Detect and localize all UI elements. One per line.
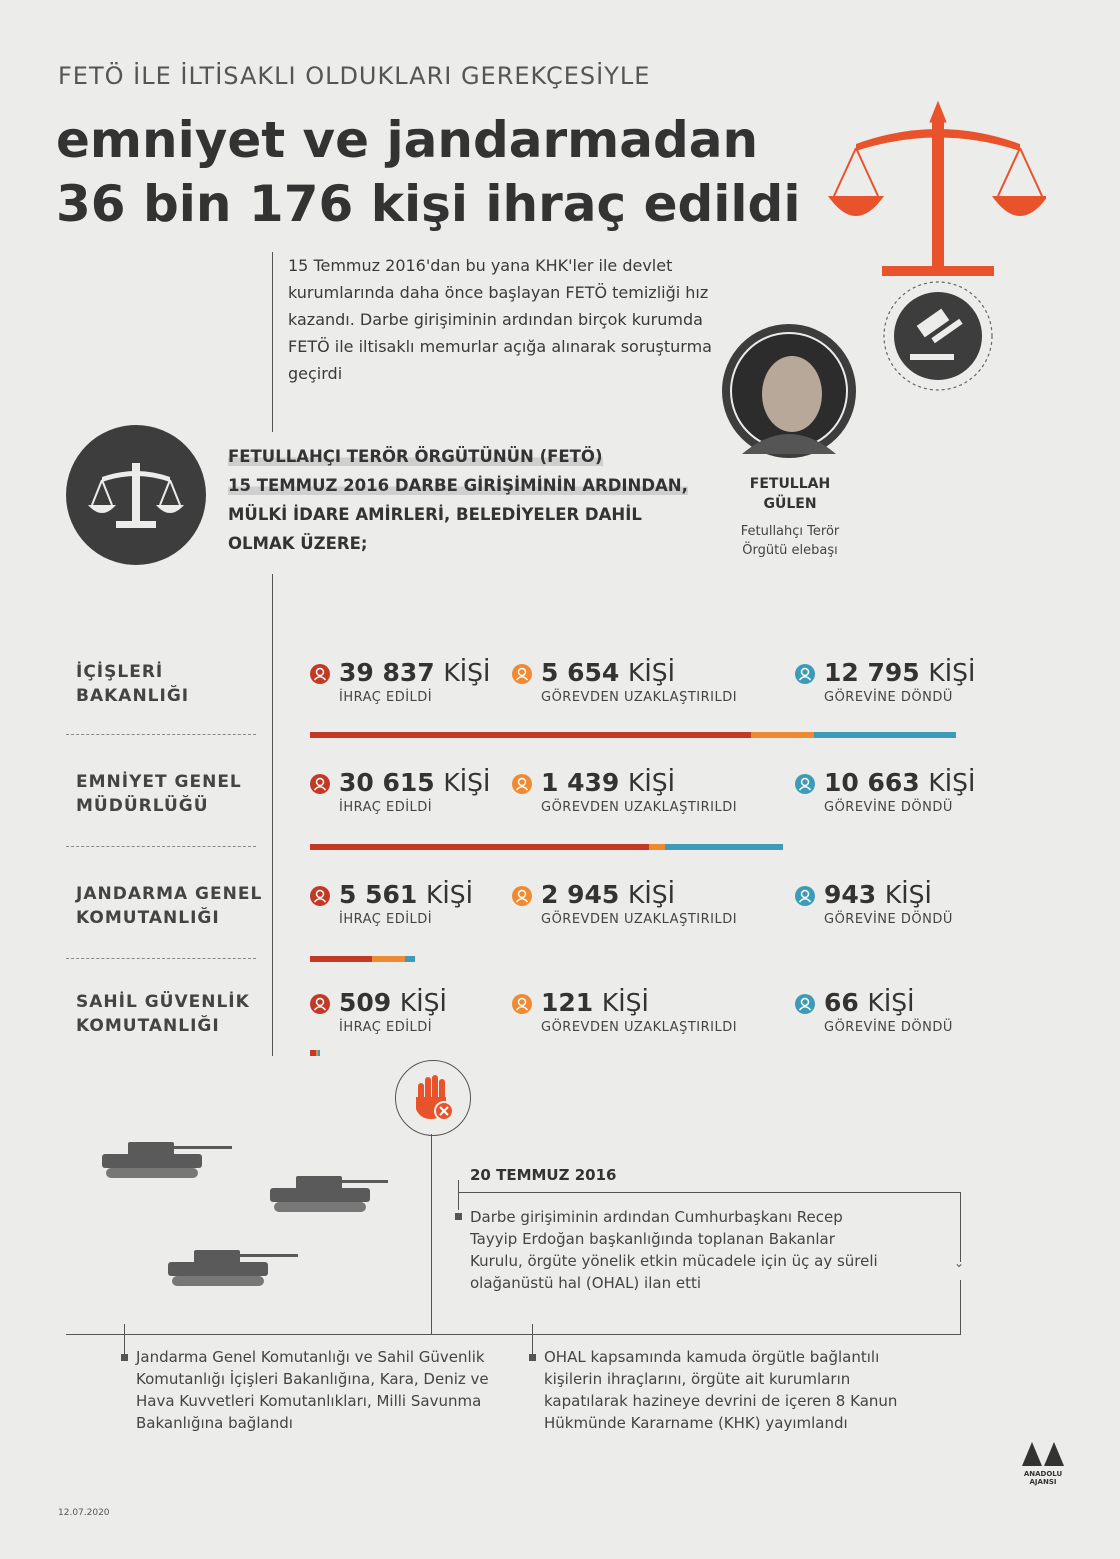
stat-returned-label: GÖREVİNE DÖNDÜ <box>824 912 953 927</box>
stat-unit: KİŞİ <box>628 768 676 797</box>
timeline-line <box>960 1280 961 1334</box>
stat-number: 12 795 <box>824 658 920 687</box>
person-portrait-icon <box>722 324 856 458</box>
stat-unit: KİŞİ <box>928 768 976 797</box>
row-label-line: MÜDÜRLÜĞÜ <box>76 796 209 816</box>
stat-suspended-value <box>541 988 649 1017</box>
tank-icon <box>102 1142 232 1178</box>
stat-unit: KİŞİ <box>443 658 491 687</box>
stat-number: 39 837 <box>339 658 435 687</box>
bar-segment-returned <box>665 844 783 850</box>
row-label-line: KOMUTANLIĞI <box>76 908 220 928</box>
feto-line-1: FETULLAHÇI TERÖR ÖRGÜTÜNÜN (FETÖ) <box>228 447 603 466</box>
stat-dismissed-value <box>339 658 490 687</box>
timeline-line <box>458 1180 459 1210</box>
bullet-icon <box>529 1354 536 1361</box>
stat-suspended-label: GÖREVDEN UZAKLAŞTIRILDI <box>541 1020 738 1035</box>
row-label-line: KOMUTANLIĞI <box>76 1016 220 1036</box>
stat-unit: KİŞİ <box>884 880 932 909</box>
bullet-icon <box>121 1354 128 1361</box>
person-icon <box>795 886 815 906</box>
timeline-event-khk: OHAL kapsamında kamuda örgütle bağlantılı kişilerin ihraçlarını, örgüte ait kurumların kapatılarak hazineye devrini de içeren 8 Kanun Hükmünde Kararname (KHK) yayımlandı <box>544 1348 898 1432</box>
stat-unit: KİŞİ <box>443 768 491 797</box>
tanks-illustration <box>98 1128 388 1298</box>
stacked-bar <box>310 844 783 850</box>
person-icon <box>512 664 532 684</box>
stat-dismissed-value <box>339 880 473 909</box>
divider-line <box>272 252 273 432</box>
stat-dismissed-value <box>339 768 490 797</box>
stat-suspended-value <box>541 768 675 797</box>
stat-suspended-value <box>541 658 675 687</box>
stat-returned-label: GÖREVİNE DÖNDÜ <box>824 1020 953 1035</box>
row-label-line: BAKANLIĞI <box>76 686 190 706</box>
timeline-line <box>66 1334 961 1335</box>
person-role: Fetullahçı Terör Örgütü elebaşı <box>740 524 840 558</box>
person-icon <box>512 886 532 906</box>
person-icon <box>795 994 815 1014</box>
timeline-event-restructure: Jandarma Genel Komutanlığı ve Sahil Güvenlik Komutanlığı İçişleri Bakanlığına, Kara, Deniz ve Hava Kuvvetleri Komutanlıkları, Milli Savunma Bakanlığına bağlandı <box>136 1348 489 1432</box>
stat-unit: KİŞİ <box>399 988 447 1017</box>
bar-segment-returned <box>814 732 956 738</box>
stat-number: 66 <box>824 988 859 1017</box>
stat-number: 2 945 <box>541 880 620 909</box>
bar-segment-suspended <box>751 732 814 738</box>
timeline-line <box>960 1192 961 1262</box>
timeline-line <box>458 1192 960 1193</box>
person-icon <box>310 774 330 794</box>
bar-segment-dismissed <box>310 732 751 738</box>
row-label-line: EMNİYET GENEL <box>76 772 242 792</box>
feto-line-3: MÜLKİ İDARE AMİRLERİ, BELEDİYELER DAHİL <box>228 505 642 524</box>
bullet-icon <box>455 1213 462 1220</box>
person-icon <box>310 994 330 1014</box>
feto-line-4: OLMAK ÜZERE; <box>228 534 368 553</box>
person-icon <box>795 774 815 794</box>
agency-name: ANADOLU AJANSI <box>1023 1470 1063 1486</box>
row-label <box>76 770 276 818</box>
stat-number: 5 654 <box>541 658 620 687</box>
tank-icon <box>168 1250 298 1286</box>
stat-returned-label: GÖREVİNE DÖNDÜ <box>824 690 953 705</box>
stat-unit: KİŞİ <box>628 658 676 687</box>
person-name: FETULLAH GÜLEN <box>749 476 831 512</box>
person-icon <box>795 664 815 684</box>
agency-logo <box>1018 1438 1068 1486</box>
stat-dismissed-label: İHRAÇ EDİLDİ <box>339 690 433 705</box>
stat-returned-value <box>824 658 975 687</box>
aa-logo-icon <box>1018 1438 1068 1468</box>
stat-unit: KİŞİ <box>867 988 915 1017</box>
stat-number: 5 561 <box>339 880 418 909</box>
page-title: emniyet ve jandarmadan 36 bin 176 kişi ihraç edildi <box>56 111 801 233</box>
person-icon <box>512 994 532 1014</box>
timeline-line <box>431 1134 432 1334</box>
timeline-date: 20 TEMMUZ 2016 <box>470 1166 617 1184</box>
stat-number: 30 615 <box>339 768 435 797</box>
footer-date: 12.07.2020 <box>58 1508 110 1518</box>
stacked-bar <box>310 732 956 738</box>
row-label-line: İÇİŞLERİ <box>76 662 164 682</box>
bar-segment-suspended <box>372 956 405 962</box>
stat-unit: KİŞİ <box>426 880 474 909</box>
subtitle: FETÖ İLE İLTİSAKLI OLDUKLARI GEREKÇESİYLE <box>58 62 651 90</box>
stat-suspended-label: GÖREVDEN UZAKLAŞTIRILDI <box>541 912 738 927</box>
bar-segment-dismissed <box>310 844 649 850</box>
stat-returned-value <box>824 988 915 1017</box>
chevron-down-icon: ⌄ <box>954 1256 965 1270</box>
bar-segment-dismissed <box>310 956 372 962</box>
person-icon <box>512 774 532 794</box>
stat-dismissed-label: İHRAÇ EDİLDİ <box>339 800 433 815</box>
timeline-line <box>124 1324 125 1354</box>
stat-dismissed-label: İHRAÇ EDİLDİ <box>339 912 433 927</box>
stat-unit: KİŞİ <box>601 988 649 1017</box>
stat-number: 943 <box>824 880 877 909</box>
bar-segment-returned <box>405 956 415 962</box>
feto-line-2: 15 TEMMUZ 2016 DARBE GİRİŞİMİNİN ARDINDAN, <box>228 476 688 495</box>
scales-of-justice-icon <box>826 96 1046 406</box>
stat-unit: KİŞİ <box>628 880 676 909</box>
stat-number: 121 <box>541 988 594 1017</box>
tank-icon <box>270 1176 388 1212</box>
stat-number: 509 <box>339 988 392 1017</box>
stat-suspended-label: GÖREVDEN UZAKLAŞTIRILDI <box>541 690 738 705</box>
bar-segment-suspended <box>649 844 665 850</box>
stat-dismissed-value <box>339 988 447 1017</box>
stat-dismissed-label: İHRAÇ EDİLDİ <box>339 1020 433 1035</box>
stat-suspended-value <box>541 880 675 909</box>
row-divider <box>66 734 256 735</box>
row-label-line: JANDARMA GENEL <box>76 884 263 904</box>
stat-returned-value <box>824 768 975 797</box>
feto-statement <box>228 442 698 558</box>
stop-hand-icon <box>396 1061 470 1135</box>
row-label <box>76 990 276 1038</box>
stat-returned-label: GÖREVİNE DÖNDÜ <box>824 800 953 815</box>
scales-badge <box>66 425 206 565</box>
row-divider <box>66 846 256 847</box>
stacked-bar <box>310 1050 320 1056</box>
stat-number: 10 663 <box>824 768 920 797</box>
bar-segment-returned <box>318 1050 320 1056</box>
intro-paragraph: 15 Temmuz 2016'dan bu yana KHK'ler ile devlet kurumlarında daha önce başlayan FETÖ temizliği hız kazandı. Darbe girişiminin ardından birçok kurumda FETÖ ile iltisaklı memurlar açığa alınarak soruşturma geçirdi <box>288 256 712 383</box>
person-icon <box>310 664 330 684</box>
stat-unit: KİŞİ <box>928 658 976 687</box>
stat-returned-value <box>824 880 932 909</box>
stop-hand-badge <box>395 1060 471 1136</box>
row-label <box>76 660 276 708</box>
row-divider <box>66 958 256 959</box>
timeline-line <box>532 1324 533 1354</box>
scales-icon <box>66 425 206 565</box>
person-icon <box>310 886 330 906</box>
row-label-line: SAHİL GÜVENLİK <box>76 992 250 1012</box>
stat-number: 1 439 <box>541 768 620 797</box>
stacked-bar <box>310 956 415 962</box>
portrait-frame <box>722 324 856 458</box>
timeline-event-ohal: Darbe girişiminin ardından Cumhurbaşkanı Recep Tayyip Erdoğan başkanlığında toplanan Bakanlar Kurulu, örgüte yönelik etkin mücadele için üç ay süreli olağanüstü hal (OHAL) ilan etti <box>470 1208 878 1292</box>
stat-suspended-label: GÖREVDEN UZAKLAŞTIRILDI <box>541 800 738 815</box>
row-label <box>76 882 276 930</box>
